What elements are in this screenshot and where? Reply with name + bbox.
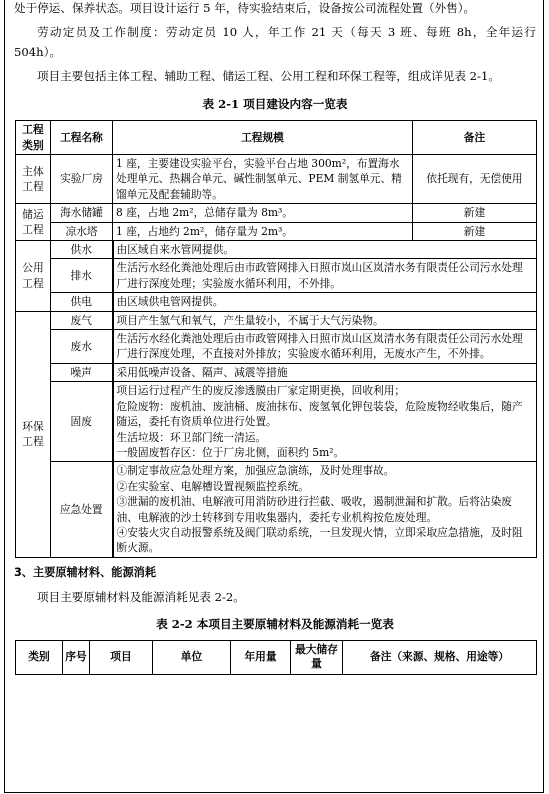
table-row-solid: [16, 382, 537, 462]
emerg-line-2: ②在实验室、电解槽设置视频监控系统。: [116, 479, 309, 493]
project-content-table: [15, 120, 537, 558]
cell-power-scale: 由区域供电管网提供。: [113, 293, 537, 311]
cell-ww-name: 废水: [51, 330, 113, 364]
cell-gas-scale: 项目产生氢气和氧气，产生量较小，不属于大气污染物。: [113, 311, 537, 329]
cell-water-scale: 由区域自来水管网提供。: [113, 241, 537, 259]
table-row-noise: [16, 363, 537, 381]
table-row-emergency: [16, 462, 537, 557]
cell-noise-name: 噪声: [51, 363, 113, 381]
table-header-row: [16, 121, 537, 155]
solid-line-1: 项目运行过程产生的废反渗透膜由厂家定期更换，回收利用；: [116, 384, 406, 398]
group-main: 主体工程: [16, 155, 51, 204]
cell-water-name: 供水: [51, 241, 113, 259]
materials-table: [15, 640, 537, 675]
cell-power-name: 供电: [51, 293, 113, 311]
section-3-heading: 3、主要原辅材料、能源消耗: [14, 565, 157, 579]
materials-header-remark: 备注（来源、规格、用途等）: [343, 640, 537, 674]
header-scale: 工程规模: [113, 121, 413, 155]
table-row-wastewater: [16, 330, 537, 364]
cell-lab-name: 实验厂房: [51, 155, 113, 204]
group-storage: 储运工程: [16, 204, 51, 241]
materials-header-max: 最大储存量: [291, 640, 343, 674]
cell-tank-note: 新建: [413, 204, 537, 222]
solid-line-4: 一般固废暂存区：位于厂房北侧，面积约 5m²。: [116, 445, 345, 459]
table-row-power: [16, 293, 537, 311]
group-env: 环保工程: [16, 311, 51, 557]
emerg-line-4: ④安装火灾自动报警系统及阀门联动系统，一旦发现火情，立即采取应急措施，及时阻断火源。: [116, 525, 523, 555]
staffing-paragraph: 劳动定员及工作制度：劳动定员 10 人，年工作 21 天（每天 3 班、每班 8h，全年运行 504h）。: [14, 25, 536, 59]
page-frame: [4, 0, 544, 793]
materials-header-type: 类别: [16, 640, 63, 674]
table-row-tank: [16, 204, 537, 222]
emerg-line-1: ①制定事故应急处理方案，加强应急演练，及时处理事故。: [116, 464, 395, 478]
table-2-1-caption: 表 2-1 项目建设内容一览表: [202, 97, 348, 111]
header-name: 工程名称: [51, 121, 113, 155]
cell-lab-scale: 1 座，主要建设实验平台，实验平台占地 300m²，布置海水处理单元、热耦合单元、碱性制氢单元、PEM 制氢单元、精馏单元及配套辅助等。: [113, 155, 413, 204]
intro-continued-line: 处于停运、保养状态。项目设计运行 5 年，待实验结束后，设备按公司流程处置（外售）。: [14, 1, 476, 15]
group-utility: 公用工程: [16, 241, 51, 312]
composition-paragraph: 项目主要包括主体工程、辅助工程、储运工程、公用工程和环保工程等，组成详见表 2-1。: [37, 69, 500, 83]
cell-tank-name: 海水储罐: [51, 204, 113, 222]
cell-solid-scale: [113, 382, 537, 462]
emerg-line-3: ③泄漏的废机油、电解液可用消防砂进行拦截、吸收，遏制泄漏和扩散。后将沾染废油、电解液的沙土转移到专用收集器内，委托专业机构按危废处理。: [116, 495, 512, 524]
cell-solid-name: 固废: [51, 382, 113, 462]
materials-header-item: 项目: [90, 640, 153, 674]
cell-emerg-scale: [113, 462, 537, 557]
materials-header-annual: 年用量: [231, 640, 291, 674]
solid-line-2: 危险废物：废机油、废油桶、废油抹布、废氢氧化钾包装袋，危险废物经收集后，随产随运，委托有资质单位进行处置。: [116, 399, 523, 429]
header-note: 备注: [413, 121, 537, 155]
cell-lab-note: 依托现有，无偿使用: [413, 155, 537, 204]
cell-emerg-name: 应急处置: [51, 462, 113, 557]
table-2-2-caption: 表 2-2 本项目主要原辅材料及能源消耗一览表: [156, 616, 394, 631]
materials-header-unit: 单位: [153, 640, 231, 674]
header-category: 工程类别: [16, 121, 51, 155]
cell-ww-scale: 生活污水经化粪池处理后由市政管网排入日照市岚山区岚清水务有限责任公司污水处理厂进行深度处理，不直接对外排放；实验废水循环利用，无废水产生，不外排。: [113, 330, 537, 364]
table-row-cooling: [16, 222, 537, 240]
table-row-lab: [16, 155, 537, 204]
section-3-paragraph: 项目主要原辅材料及能源消耗见表 2-2。: [37, 589, 245, 604]
table-row-drain: [16, 259, 537, 293]
page-content: [14, 0, 536, 675]
cell-noise-scale: 采用低噪声设备、隔声、减震等措施: [113, 363, 537, 381]
cell-cool-name: 凉水塔: [51, 222, 113, 240]
materials-header-seq: 序号: [63, 640, 90, 674]
cell-gas-name: 废气: [51, 311, 113, 329]
cell-cool-note: 新建: [413, 222, 537, 240]
cell-drain-name: 排水: [51, 259, 113, 293]
cell-drain-scale: 生活污水经化粪池处理后由市政管网排入日照市岚山区岚清水务有限责任公司污水处理厂进行深度处理；实验废水循环利用，不外排。: [113, 259, 537, 293]
table-row-gas: [16, 311, 537, 329]
solid-line-3: 生活垃圾：环卫部门统一清运。: [116, 430, 267, 444]
cell-cool-scale: 1 座，占地约 2m²，储存量为 2m³。: [113, 222, 413, 240]
table-row-water: [16, 241, 537, 259]
cell-tank-scale: 8 座，占地 2m²，总储存量为 8m³。: [113, 204, 413, 222]
materials-header-row: [16, 640, 537, 674]
